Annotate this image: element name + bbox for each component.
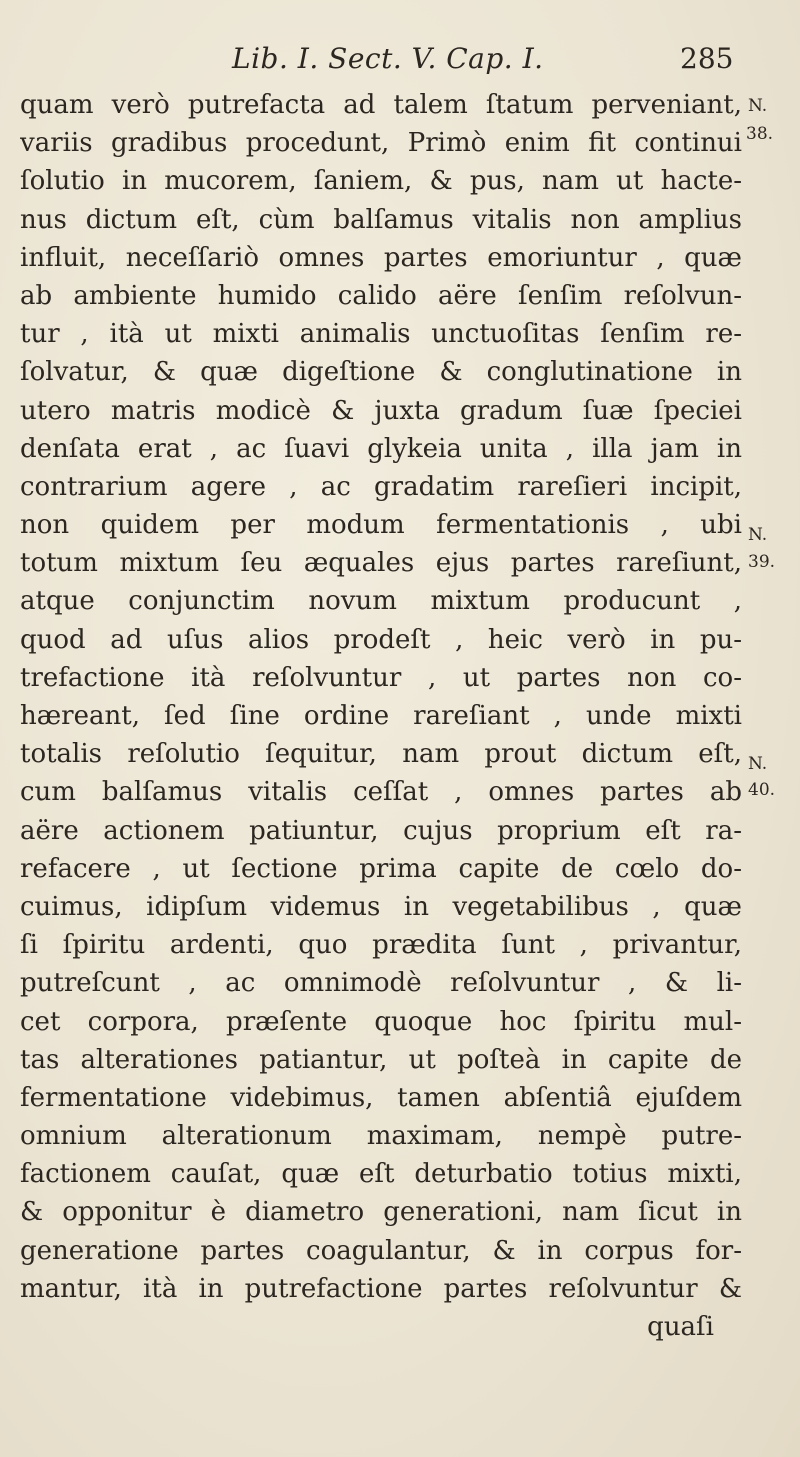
- text-line: influit, neceſſariò omnes partes emoriuntur , quæ: [20, 242, 742, 273]
- text-line: mantur, ità in putrefactione partes reſolvuntur &: [20, 1273, 742, 1304]
- text-line: & opponitur è diametro generationi, nam ſicut in: [20, 1197, 742, 1228]
- text-line: putreſcunt , ac omnimodè reſolvuntur , & li-: [20, 968, 742, 999]
- running-head: Lib. I. Sect. V. Cap. I.: [232, 42, 544, 75]
- text-line: totum mixtum ſeu æquales ejus partes rareſiunt,: [20, 548, 742, 579]
- text-line: fermentatione videbimus, tamen abſentiâ ejuſdem: [20, 1082, 742, 1113]
- text-line: cet corpora, præſente quoque hoc ſpiritu mul-: [20, 1006, 742, 1037]
- text-line: ſolvatur, & quæ digeſtione & conglutinatione in: [20, 357, 742, 388]
- text-line: cuimus, idipſum videmus in vegetabilibus , quæ: [20, 891, 742, 922]
- text-line: tas alterationes patiantur, ut poſteà in capite de: [20, 1044, 742, 1075]
- text-line: hæreant, ſed ſine ordine rareſiant , unde mixti: [20, 701, 742, 731]
- margin-note: N.: [748, 96, 768, 116]
- text-line: ſi ſpiritu ardenti, quo prædita ſunt , privantur,: [20, 930, 742, 961]
- text-line: omnium alterationum maximam, nempè putre-: [20, 1121, 742, 1152]
- margin-note: N.: [748, 525, 768, 545]
- text-line: trefactione ità reſolvuntur , ut partes non co-: [20, 662, 742, 693]
- margin-note: 38.: [746, 124, 774, 144]
- text-line: quod ad uſus alios prodeſt , heic verò in pu-: [20, 624, 742, 655]
- margin-note: 39.: [748, 552, 776, 572]
- text-line: tur , ità ut mixti animalis unctuoſitas ſenſim re-: [20, 319, 742, 350]
- text-line: non quidem per modum fermentationis , ubi: [20, 510, 742, 541]
- text-line: aëre actionem patiuntur, cujus proprium eſt ra-: [20, 815, 742, 846]
- text-line: cum balſamus vitalis ceſſat , omnes partes ab: [20, 777, 742, 808]
- text-line: generatione partes coagulantur, & in corpus for-: [20, 1235, 742, 1266]
- text-line: quam verò putrefacta ad talem ſtatum perveniant,: [20, 90, 742, 120]
- text-line: ſolutio in mucorem, ſaniem, & pus, nam ut hacte-: [20, 166, 742, 197]
- text-line: ab ambiente humido calido aëre ſenſim reſolvun-: [20, 280, 742, 311]
- text-line: utero matris modicè & juxta gradum ſuæ ſpeciei: [20, 395, 742, 426]
- text-line: nus dictum eſt, cùm balſamus vitalis non amplius: [20, 204, 742, 235]
- text-line: totalis reſolutio ſequitur, nam prout dictum eſt,: [20, 739, 742, 770]
- margin-note: 40.: [748, 780, 776, 800]
- text-line: refacere , ut ſectione prima capite de cœlo do-: [20, 853, 742, 884]
- text-line: variis gradibus procedunt, Primò enim fit continui: [20, 128, 742, 159]
- text-line: atque conjunctim novum mixtum producunt ,: [20, 586, 742, 617]
- text-line: factionem cauſat, quæ eſt deturbatio totius mixti,: [20, 1159, 742, 1190]
- page-header: [0, 38, 800, 78]
- text-line: contrarium agere , ac gradatim rareſieri incipit,: [20, 471, 742, 502]
- page-number: 285: [680, 42, 734, 75]
- margin-note: N.: [748, 754, 768, 774]
- text-line: denſata erat , ac ſuavi glykeia unita , illa jam in: [20, 433, 742, 464]
- body-text: [20, 86, 742, 1346]
- text-line: quaſi: [647, 1312, 714, 1342]
